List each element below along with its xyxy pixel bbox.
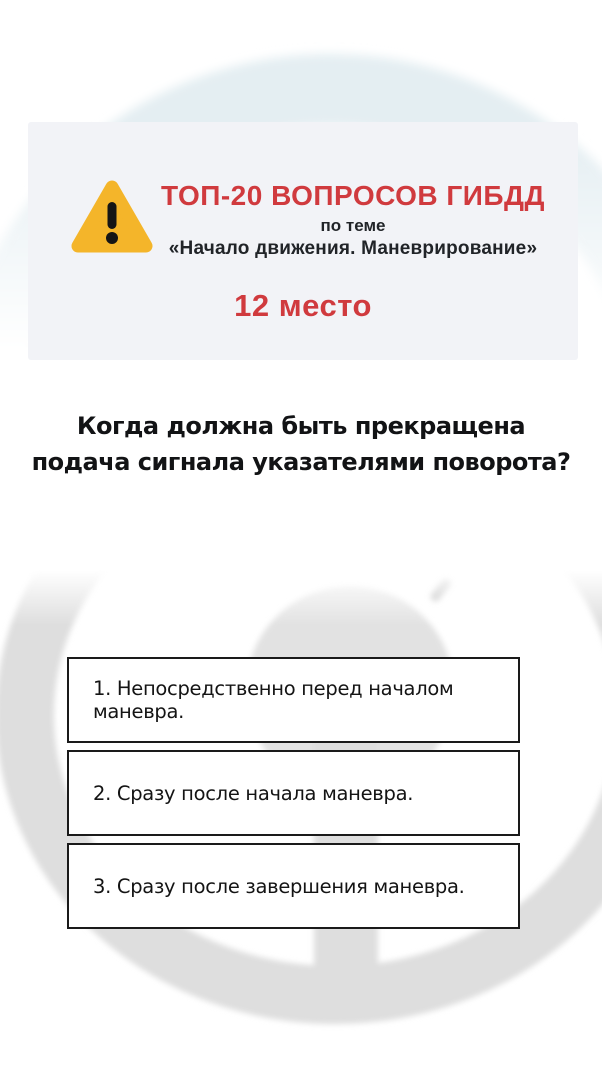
warning-triangle-icon — [70, 178, 154, 256]
answers-list — [67, 657, 520, 936]
answer-option-3[interactable] — [67, 843, 520, 929]
card-topic: «Начало движения. Маневрирование» — [168, 238, 538, 259]
rank-label: 12 место — [234, 288, 372, 323]
answer-option-2[interactable] — [67, 750, 520, 836]
header-card — [28, 122, 578, 360]
answer-option-1[interactable] — [67, 657, 520, 743]
question-line-1: Когда должна быть прекращена — [76, 412, 526, 440]
question-line-2: подача сигнала указателями поворота? — [31, 448, 571, 476]
answer-option-2-label: 2. Сразу после начала маневра. — [93, 781, 414, 805]
card-subtitle: по теме — [320, 216, 386, 235]
header-row — [28, 122, 578, 261]
question-text — [0, 408, 602, 480]
card-title: ТОП-20 ВОПРОСОВ ГИБДД — [161, 180, 545, 211]
answer-option-1-label: 1. Непосредственно перед началом маневра. — [93, 677, 454, 723]
answer-option-3-label: 3. Сразу после завершения маневра. — [93, 874, 465, 898]
header-texts — [154, 176, 552, 261]
